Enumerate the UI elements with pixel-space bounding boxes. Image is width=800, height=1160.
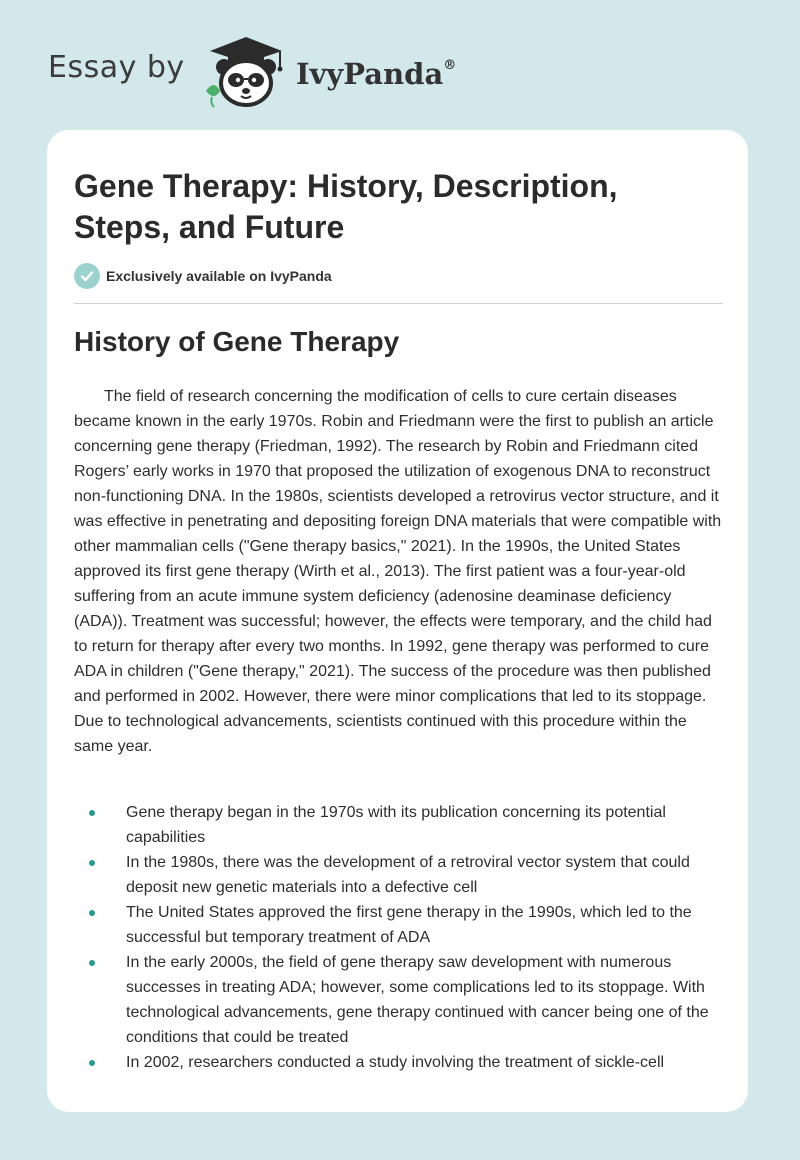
list-item-text: In the early 2000s, the field of gene therapy saw development with numerous successes in treating ADA; however, some complications led to its stoppage. With technological advancements, gene therapy continued with cancer being one of the conditions that could be treated [126, 954, 709, 1046]
list-item-text: In the 1980s, there was the development of a retroviral vector system that could deposit new genetic materials into a defective cell [126, 854, 690, 896]
bullet-list [74, 800, 724, 1075]
exclusive-label: Exclusively available on IvyPanda [106, 268, 332, 284]
list-item [74, 1050, 724, 1075]
bullet-icon [89, 860, 95, 866]
bullet-icon [89, 910, 95, 916]
essay-by-label: Essay by [48, 50, 185, 85]
site-header [0, 0, 800, 130]
list-item [74, 950, 724, 1050]
checkmark-icon [74, 263, 100, 289]
bullet-icon [89, 960, 95, 966]
list-item [74, 900, 724, 950]
exclusive-badge [74, 262, 332, 290]
body-paragraph: The field of research concerning the modification of cells to cure certain diseases became known in the early 1970s. Robin and Friedmann were the first to publish an article concerning gene therapy (Friedman, 1992). The research by Robin and Friedmann cited Rogers’ early works in 1970 that proposed the utilization of exogenous DNA to reconstruct non-functioning DNA. In the 1980s, scientists developed a retrovirus vector structure, and it was effective in penetrating and depositing foreign DNA materials that were compatible with other mammalian cells ("Gene therapy basics," 2021). In the 1990s, the United States approved its first gene therapy (Wirth et al., 2013). The first patient was a four-year-old suffering from an acute immune system deficiency (adenosine deaminase deficiency (ADA)). Treatment was successful; however, the effects were temporary, and the child had to return for therapy after every two months. In 1992, gene therapy was performed to cure ADA in children ("Gene therapy," 2021). The success of the procedure was then published and performed in 2002. However, there were minor complications that led to its stoppage. Due to technological advancements, scientists continued with this procedure within the same year. [74, 388, 722, 755]
divider [74, 303, 723, 304]
ivypanda-logo-icon[interactable] [200, 33, 292, 109]
bullet-icon [89, 1060, 95, 1066]
brand-name[interactable]: IvyPanda® [296, 57, 457, 91]
list-item [74, 800, 724, 850]
list-item-text: In 2002, researchers conducted a study involving the treatment of sickle-cell [126, 1054, 665, 1071]
list-item-text: The United States approved the first gene therapy in the 1990s, which led to the successful but temporary treatment of ADA [126, 904, 692, 946]
list-item-text: Gene therapy began in the 1970s with its publication concerning its potential capabilities [126, 804, 666, 846]
bullet-icon [89, 810, 95, 816]
page-title: Gene Therapy: History, Description, Steps, and Future [74, 168, 618, 245]
section-heading: History of Gene Therapy [74, 326, 400, 357]
article-card [47, 130, 748, 1112]
list-item [74, 850, 724, 900]
